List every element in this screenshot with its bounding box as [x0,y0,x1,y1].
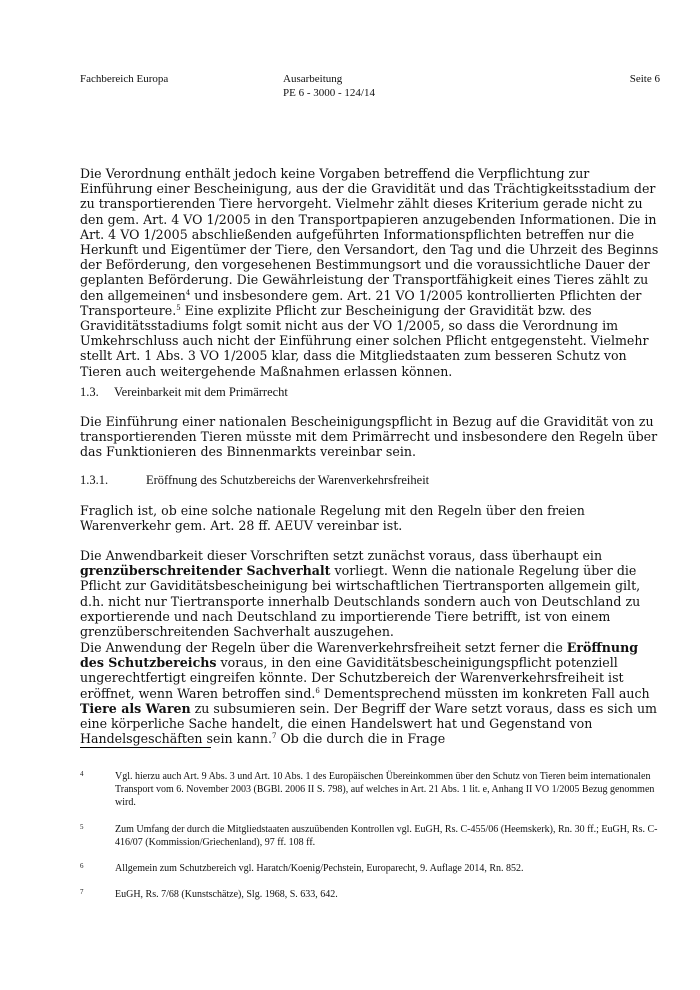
bold-term: Eröffnung des Schutzbereichs [80,640,639,671]
paragraph-free-movement: Fraglich ist, ob eine solche nationale Regelung mit den Regeln über den freien Warenverkehr gem. Art. 28 ff. AEUV vereinbar ist. [80,503,585,534]
section-heading-1-3 [80,385,288,400]
text-run: Dementsprechend müssten im konkreten Fall auch [319,685,650,701]
section-number: 1.3.1. [80,473,109,487]
text-run: Ob die durch die in Frage [276,731,446,747]
section-title: Vereinbarkeit mit dem Primärrecht [114,385,288,399]
text-run: und insbesondere gem. Art. 21 VO 1/2005 kontrollierten Pflichten der Transporteure. [80,287,642,318]
header-doc-number: PE 6 - 3000 - 124/14 [283,87,375,99]
text-run: Die Verordnung enthält jedoch keine Vorgaben betreffend die Verpflichtung zur Einführung einer Bescheinigung, aus der die Gravidität und das Trächtigkeitsstadium der zu transportierenden Tiere hervorgeht. Vielmehr zählt dieses Kriterium gerade nicht zu den gem. Art. 4 VO 1/2005 in den Transportpapieren anzugebenden Informationen. Die in Art. 4 VO 1/2005 abschließenden aufgeführten Informationspflichten betreffen nur die Herkunft und Eigentümer der Tiere, den Versandort, den Tag und die Uhrzeit des Beginns der Beförderung, den vorgesehenen Bestimmungsort und die voraussichtliche Dauer der geplanten Beförderung. Die Gewährleistung der Transportfähigkeit eines Tieres zählt zu den allgemeinen [80,166,659,303]
header-department: Fachbereich Europa [80,73,169,85]
paragraph-cross-border [80,548,665,639]
header-document-info [283,72,375,100]
section-heading-1-3-1 [80,473,429,488]
footnote-ref-4[interactable]: 4 [185,288,191,297]
text-run: zu subsumieren sein. Der Begriff der Ware setzt voraus, dass es sich um eine körperliche Sache handelt, die einen Handelswert hat und Gegenstand von Handelsgeschäften sein kann. [80,700,657,747]
footnote-number: 7 [80,888,84,896]
bold-term: Tiere als Waren [80,700,191,716]
header-doc-type: Ausarbeitung [283,73,343,85]
text-run: Eine explizite Pflicht zur Bescheinigung der Gravidität bzw. des Graviditätsstadiums folgt somit nicht aus der VO 1/2005, so dass die Verordnung im Umkehrschluss auch nicht der Einführung einer solchen Pflicht entgegensteht. Vielmehr stellt Art. 1 Abs. 3 VO 1/2005 klar, dass die Mitgliedstaaten zum besseren Schutz von Tieren auch weitergehende Maßnahmen erlassen können. [80,302,649,379]
header-page-number: Seite 6 [629,73,660,85]
footnote-number: 5 [80,823,84,831]
footnote-text: Vgl. hierzu auch Art. 9 Abs. 3 und Art. 10 Abs. 1 des Europäischen Übereinkommen über den Schutz von Tieren beim internationalen Transport vom 6. November 2003 (BGBl. 2006 II S. 798), auf welches in Art. 21 Abs. 1 lit. e, Anhang II VO 1/2005 Bezug genommen wird. [115,771,655,808]
footnote-number: 4 [80,770,84,778]
paragraph-primary-law: Die Einführung einer nationalen Bescheinigungspflicht in Bezug auf die Gravidität von zu transportierenden Tieren müsste mit dem Primärrecht und insbesondere den Regeln über das Funktionieren des Binnenmarkts vereinbar sein. [80,414,658,460]
paragraph-scope [80,640,665,746]
bold-term: grenzüberschreitender Sachverhalt [80,563,331,579]
text-run: vorliegt. Wenn die nationale Regelung über die Pflicht zur Gaviditätsbescheinigung bei wirtschaftlichen Tiertransporten allgemein gilt, d.h. nicht nur Tiertransporte innerhalb Deutschlands sondern auch von Deutschland zu exportierende und nach Deutschland zu importierende Tiere betrifft, ist von einem grenzüberschreitenden Sachverhalt auszugehen. [80,563,641,640]
paragraph-regulation [80,166,665,379]
text-run: Die Anwendung der Regeln über die Warenverkehrsfreiheit setzt ferner die [80,640,567,655]
text-run: Die Anwendbarkeit dieser Vorschriften setzt zunächst voraus, dass überhaupt ein [80,548,603,563]
footnote-text: Zum Umfang der durch die Mitgliedstaaten auszuübenden Kontrollen vgl. EuGH, Rs. C-455/06 (Heemskerk), Rn. 30 ff.; EuGH, Rs. C-416/07 (Kommission/Griechenland), 97 ff. 108 ff. [115,824,658,848]
section-title: Eröffnung des Schutzbereichs der Warenverkehrsfreiheit [146,473,430,487]
footnote-ref-6[interactable]: 6 [315,686,320,695]
footnote-ref-5[interactable]: 5 [176,303,181,312]
section-number: 1.3. [80,385,99,399]
text-run: voraus, in den eine Gaviditätsbescheinigungspflicht potenziell ungerechtfertigt eingreifen könnte. Der Schutzbereich der Warenverkehrsfreiheit ist eröffnet, wenn Waren betroffen sind. [80,655,624,701]
footnote-separator [80,747,211,748]
footnote-text: Allgemein zum Schutzbereich vgl. Haratch/Koenig/Pechstein, Europarecht, 9. Auflage 2014, Rn. 852. [115,863,524,874]
footnote-number: 6 [80,862,84,870]
footnote-ref-7[interactable]: 7 [271,732,277,741]
footnote-text: EuGH, Rs. 7/68 (Kunstschätze), Slg. 1968, S. 633, 642. [115,889,338,900]
